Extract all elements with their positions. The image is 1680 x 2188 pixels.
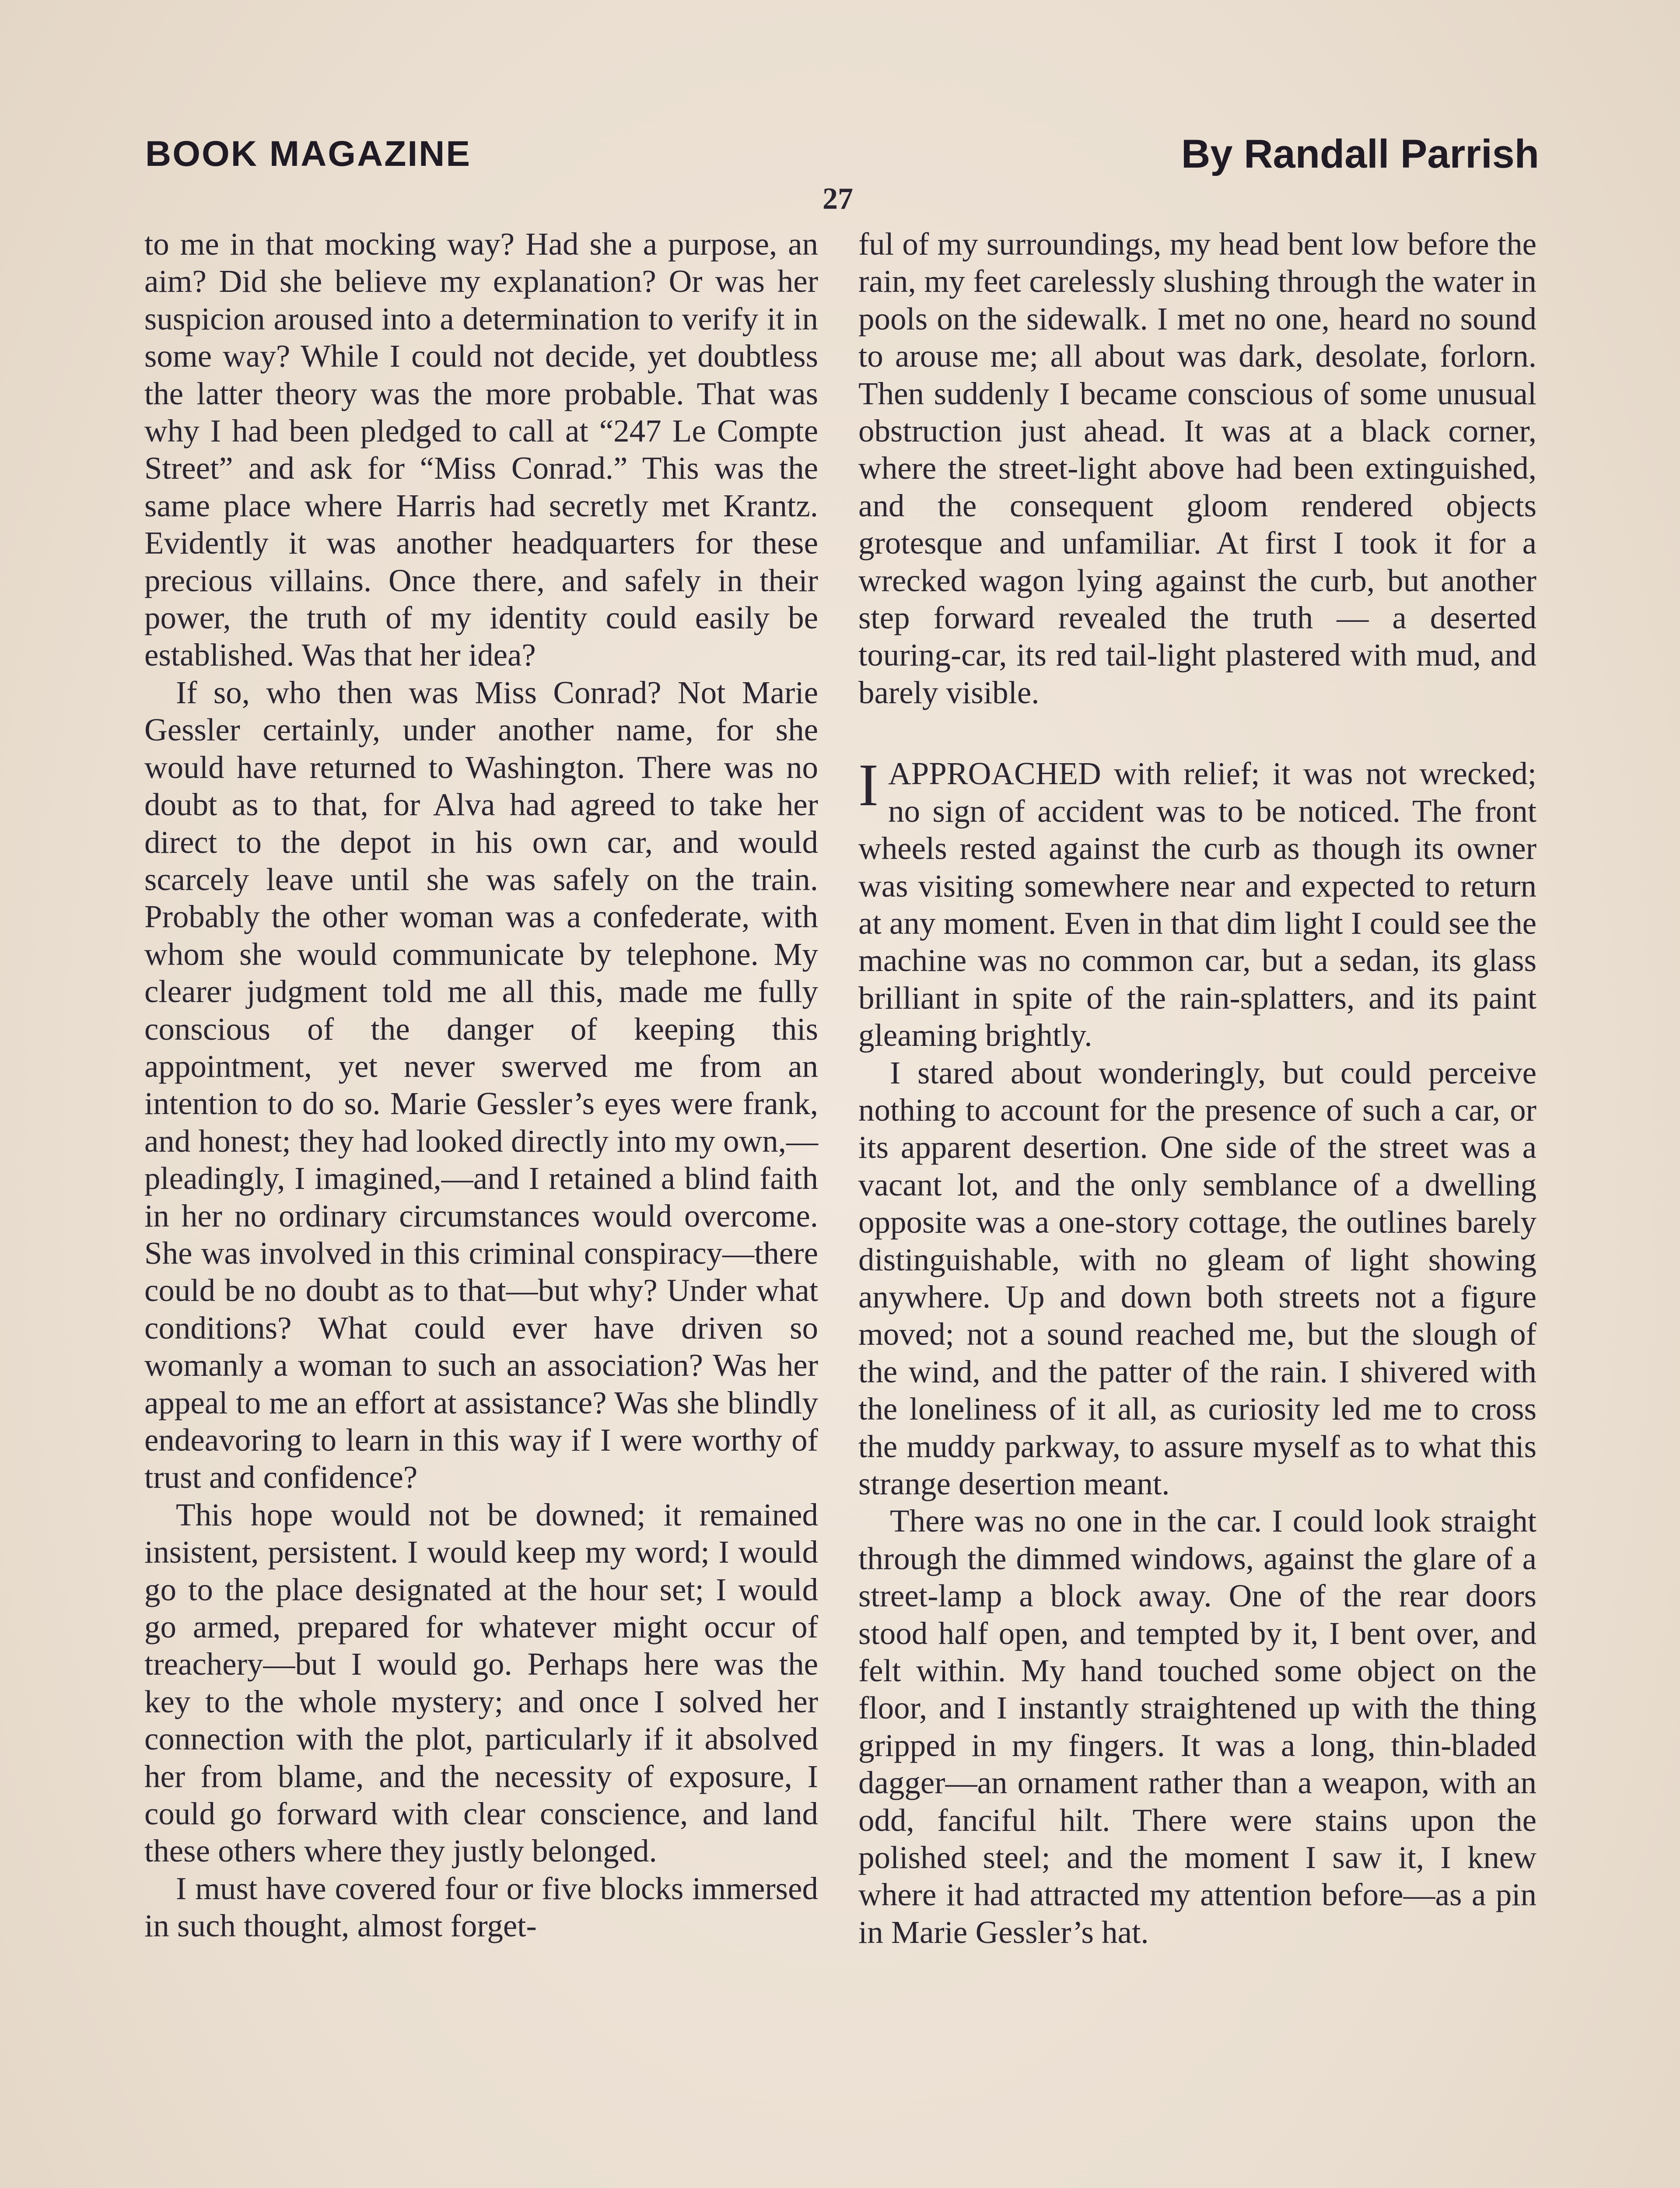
page-number: 27 [822,182,853,216]
right-column [858,225,1536,1951]
paragraph: to me in that mocking way? Had she a purpose, an aim? Did she believe my explanation? Or was her suspicion aroused into a determination to verify it in some way? While I could not decide, yet doubtless the latter theory was the more probable. That was why I had been pledged to call at “247 Le Compte Street” and ask for “Miss Conrad.” This was the same place where Harris had secretly met Krantz. Evidently it was another headquarters for these precious villains. Once there, and safely in their power, the truth of my identity could easily be established. Was that her idea? [144,226,818,673]
magazine-title: BOOK MAGAZINE [145,134,472,174]
paragraph: I stared about wonderingly, but could perceive nothing to account for the presence of such a car, or its apparent desertion. One side of the street was a vacant lot, and the only semblance of a dwelling opposite was a one-story cottage, the outlines barely distinguishable, with no gleam of light showing anywhere. Up and down both streets not a figure moved; not a sound reached me, but the slough of the wind, and the patter of the rain. I shivered with the loneliness of it all, as curiosity led me to cross the muddy parkway, to assure myself as to what this strange desertion meant. [858,1055,1536,1501]
paragraph-text: APPROACHED with relief; it was not wrecked; no sign of accident was to be noticed. The front wheels rested against the curb as though its owner was visiting somewhere near and expected to return at any moment. Even in that dim light I could see the machine was no common car, but a sedan, its glass brilliant in spite of the rain-splatters, and its paint gleaming brightly. [858,756,1536,1053]
left-column [144,225,818,1945]
drop-cap: I [858,751,878,819]
paragraph: There was no one in the car. I could look straight through the dimmed windows, against the glare of a street-lamp a block away. One of the rear doors stood half open, and tempted by it, I bent over, and felt within. My hand touched some object on the floor, and I instantly straightened up with the thing gripped in my fingers. It was a long, thin-bladed dagger—an ornament rather than a weapon, with an odd, fanciful hilt. There were stains upon the polished steel; and the moment I saw it, I knew where it had attracted my attention before—as a pin in Marie Gessler’s hat. [858,1503,1536,1950]
paragraph: I must have covered four or five blocks immersed in such thought, almost forget- [144,1870,818,1944]
paragraph: ful of my surroundings, my head bent low before the rain, my feet carelessly slushing through the water in pools on the sidewalk. I met no one, heard no sound to arouse me; all about was dark, desolate, forlorn. Then suddenly I became conscious of some unusual obstruction just ahead. It was at a black corner, where the street-light above had been extinguished, and the consequent gloom rendered objects grotesque and unfamiliar. At first I took it for a wrecked wagon lying against the curb, but another step forward revealed the truth — a deserted touring-car, its red tail-light plastered with mud, and barely visible. [858,226,1536,710]
paragraph: This hope would not be downed; it remained insistent, persistent. I would keep my word; I would go to the place designated at the hour set; I would go armed, prepared for whatever might occur of treachery—but I would go. Perhaps here was the key to the whole mystery; and once I solved her connection with the plot, particularly if it absolved her from blame, and the necessity of exposure, I could go forward with clear conscience, and land these others where they justly belonged. [144,1497,818,1869]
section-break [858,711,1536,755]
paragraph: If so, who then was Miss Conrad? Not Marie Gessler certainly, under another name, for she would have returned to Washington. There was no doubt as to that, for Alva had agreed to take her direct to the depot in his own car, and would scarcely leave until she was safely on the train. Probably the other woman was a confederate, with whom she would communicate by telephone. My clearer judgment told me all this, made me fully conscious of the danger of keeping this appointment, yet never swerved me from an intention to do so. Marie Gessler’s eyes were frank, and honest; they had looked directly into my own,—pleadingly, I imagined,—and I retained a blind faith in her no ordinary circumstances would overcome. She was involved in this criminal conspiracy—there could be no doubt as to that—but why? Under what conditions? What could ever have driven so womanly a woman to such an association? Was her appeal to me an effort at assistance? Was she blindly endeavoring to learn in this way if I were worthy of trust and confidence? [144,674,818,1495]
author-byline: By Randall Parrish [1181,132,1539,176]
paragraph-with-dropcap [858,751,1536,1054]
